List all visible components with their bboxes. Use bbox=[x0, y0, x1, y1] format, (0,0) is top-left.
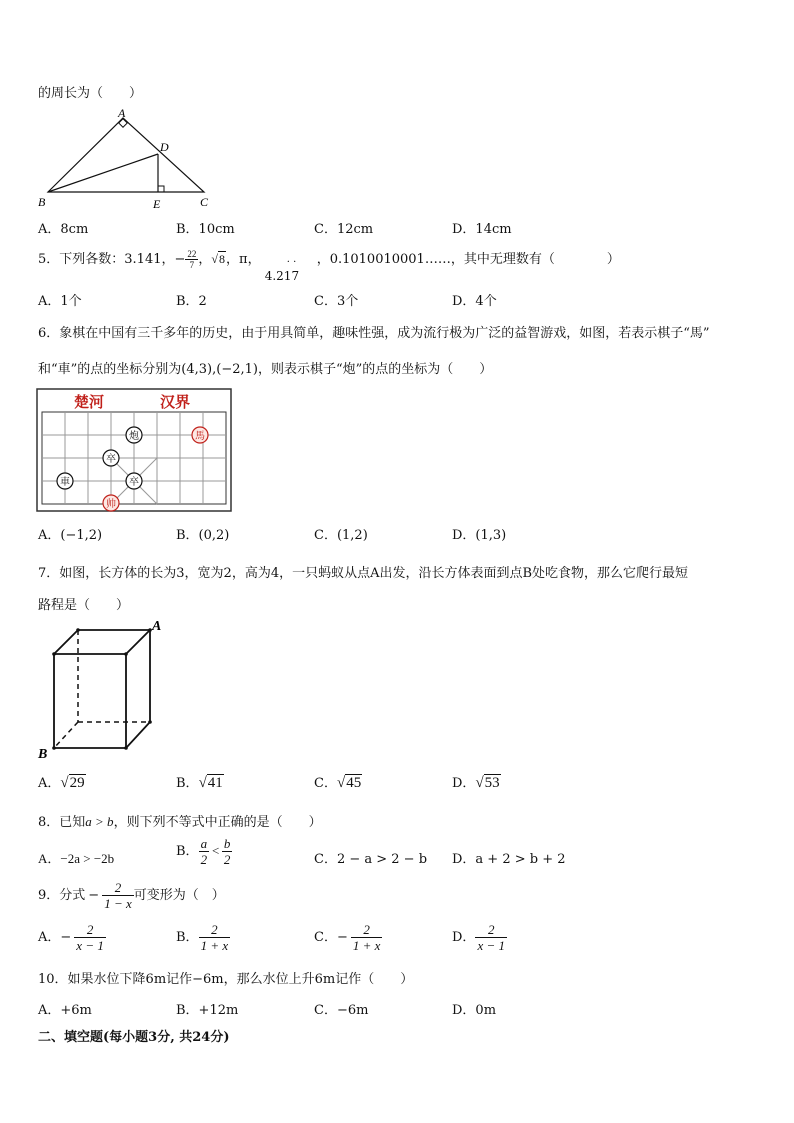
q10-option-a[interactable]: A．+6m bbox=[38, 1003, 92, 1018]
q6-chess-board bbox=[36, 388, 232, 512]
q7-stem-line1: 7．如图，长方体的长为3，宽为2，高为4，一只蚂蚁从点A出发，沿长方体表面到点B处吃食物，那么它爬行最短 bbox=[38, 566, 689, 581]
q8-option-b[interactable]: B． $\frac{a}{2}$ < $\frac{b}{2}$ bbox=[176, 836, 231, 867]
right-angle-e bbox=[158, 186, 164, 192]
piece-ma bbox=[192, 427, 208, 443]
q5-frac-num: 22 bbox=[187, 249, 197, 259]
q7-option-b[interactable]: B．√41 bbox=[176, 775, 223, 791]
q9-stem: 9．分式 − $\frac{2}{1 - x}$ 可变形为（ ） bbox=[38, 880, 225, 911]
section-2-title: 二、填空题(每小题3分, 共24分) bbox=[38, 1030, 230, 1045]
label-a: A bbox=[118, 106, 126, 120]
piece-zu-1-text: 卒 bbox=[106, 454, 116, 465]
q5-pi: π， bbox=[239, 252, 261, 267]
piece-che bbox=[57, 473, 73, 489]
q9-option-a[interactable]: A．− $\frac{2}{x - 1}$ bbox=[38, 922, 104, 953]
q9-option-b[interactable]: B． $\frac{2}{1 + x}$ bbox=[176, 922, 229, 953]
q5-suffix: ，0.1010010001……，其中无理数有（ ） bbox=[316, 252, 620, 267]
piece-ma-text: 馬 bbox=[195, 431, 205, 442]
label-d: D bbox=[160, 140, 169, 154]
q5-repeating-value: 4.217 bbox=[264, 269, 300, 283]
label-b: B bbox=[38, 747, 48, 760]
piece-zu-1 bbox=[103, 450, 119, 466]
q10-stem: 10．如果水位下降6m记作−6m，那么水位上升6m记作（ ） bbox=[38, 972, 414, 987]
q6-option-d[interactable]: D．(1,3) bbox=[452, 528, 507, 543]
piece-shuai-text: 帅 bbox=[106, 499, 116, 510]
piece-shuai bbox=[103, 495, 119, 511]
q4-option-b[interactable]: B．10cm bbox=[176, 222, 235, 237]
q4-option-c[interactable]: C．12cm bbox=[314, 222, 374, 237]
q6-option-b[interactable]: B．(0,2) bbox=[176, 528, 230, 543]
q10-option-c[interactable]: C．−6m bbox=[314, 1003, 369, 1018]
q7-option-d[interactable]: D．√53 bbox=[452, 775, 500, 791]
q5-frac-den: 7 bbox=[189, 260, 195, 270]
q10-option-b[interactable]: B．+12m bbox=[176, 1003, 239, 1018]
triangle-abc bbox=[48, 118, 204, 192]
q7-option-c[interactable]: C．√45 bbox=[314, 775, 362, 791]
q8-option-c[interactable]: C．2 − a > 2 − b bbox=[314, 852, 428, 867]
piece-che-text: 車 bbox=[60, 477, 70, 488]
q5-option-b[interactable]: B．2 bbox=[176, 294, 207, 309]
q6-stem-line1: 6．象棋在中国有三千多年的历史，由于用具简单，趣味性强，成为流行极为广泛的益智游戏，如图，若表示棋子“馬” bbox=[38, 326, 710, 341]
segment-bd bbox=[48, 154, 158, 192]
q5-frac-sign: − bbox=[174, 252, 186, 267]
river-right-text: 汉界 bbox=[160, 393, 191, 411]
q5-sqrt-radicand: 8 bbox=[219, 252, 226, 266]
q8-option-d[interactable]: D．a + 2 > b + 2 bbox=[452, 852, 566, 867]
q9-option-c[interactable]: C．− $\frac{2}{1 + x}$ bbox=[314, 922, 381, 953]
label-b: B bbox=[38, 195, 46, 209]
q5-repeating-dots: · · bbox=[286, 257, 297, 268]
label-a: A bbox=[152, 619, 162, 634]
q5-stem: 5．下列各数：3.141，− $\frac{22}{7}$ ，√8，π， · · 4.217 ，0.1010010001……，其中无理数有（ ） bbox=[38, 249, 620, 283]
q10-option-d[interactable]: D．0m bbox=[452, 1003, 497, 1018]
q7-stem-line2: 路程是（ ） bbox=[38, 598, 130, 613]
q4-option-d[interactable]: D．14cm bbox=[452, 222, 512, 237]
q7-cuboid-figure bbox=[36, 618, 172, 760]
piece-pao-text: 炮 bbox=[129, 431, 139, 442]
q5-option-c[interactable]: C．3个 bbox=[314, 294, 359, 309]
q8-option-a[interactable]: A．−2a > −2b bbox=[38, 851, 115, 866]
q5-prefix: 5．下列各数：3.141， bbox=[38, 252, 175, 267]
piece-zu-2-text: 卒 bbox=[129, 477, 139, 488]
q6-stem-line2: 和“車”的点的坐标分别为(4,3),(−2,1)，则表示棋子“炮”的点的坐标为（ ） bbox=[38, 362, 493, 377]
q6-option-c[interactable]: C．(1,2) bbox=[314, 528, 368, 543]
q4-option-a[interactable]: A．8cm bbox=[38, 222, 89, 237]
q8-stem: 8．已知a > b，则下列不等式中正确的是（ ） bbox=[38, 814, 322, 830]
q5-option-d[interactable]: D．4个 bbox=[452, 294, 497, 309]
piece-zu-2 bbox=[126, 473, 142, 489]
label-e: E bbox=[153, 197, 161, 211]
river-left-text: 楚河 bbox=[74, 393, 105, 411]
q4-stem-end: 的周长为（ ） bbox=[38, 86, 143, 101]
q6-option-a[interactable]: A．(−1,2) bbox=[38, 528, 103, 543]
q4-triangle-figure bbox=[34, 106, 214, 214]
q9-option-d[interactable]: D． $\frac{2}{x - 1}$ bbox=[452, 922, 505, 953]
piece-pao bbox=[126, 427, 142, 443]
q5-option-a[interactable]: A．1个 bbox=[38, 294, 82, 309]
label-c: C bbox=[200, 195, 209, 209]
q7-option-a[interactable]: A．√29 bbox=[38, 775, 85, 791]
